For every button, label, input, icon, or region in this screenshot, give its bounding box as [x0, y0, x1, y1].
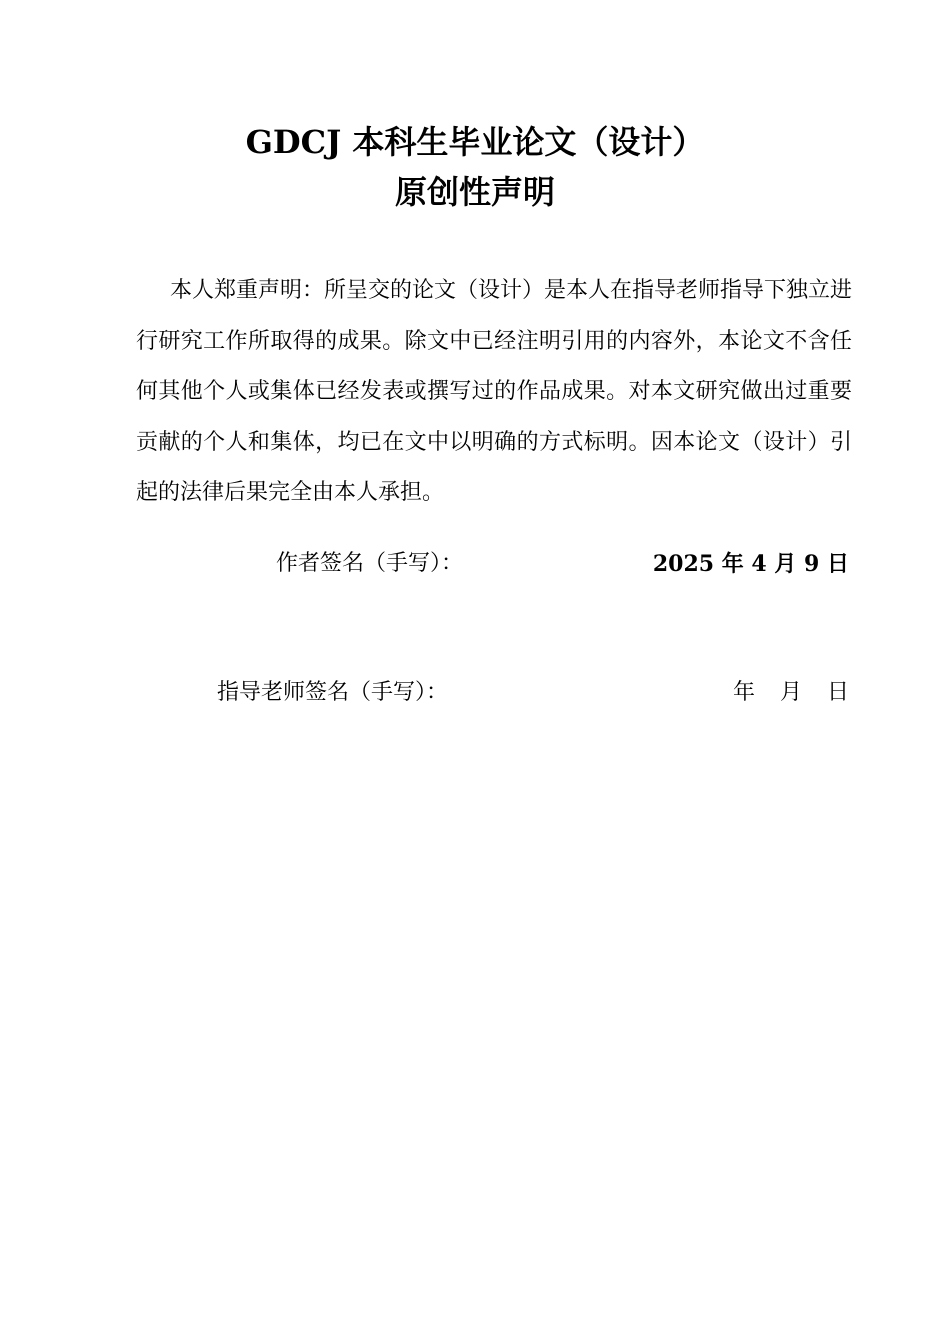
document-subtitle: 原创性声明 — [394, 173, 555, 211]
document-title: GDCJ 本科生毕业论文（设计） — [245, 123, 705, 161]
advisor-signature-label: 指导老师签名（手写）： — [217, 680, 449, 705]
declaration-paragraph: 本人郑重声明：所呈交的论文（设计）是本人在指导老师指导下独立进行研究工作所取得的成果。除文中已经注明引用的内容外，本论文不含任何其他个人或集体已经发表或撰写过的作品成果。对本文研究做出过重要贡献的个人和集体，均已在文中以明确的方式标明。因本论文（设计）引起的法律后果完全由本人承担。 — [136, 278, 853, 505]
author-signature-label: 作者签名（手写）： — [276, 551, 464, 576]
advisor-date-month: 月 — [779, 680, 802, 705]
advisor-date-day: 日 — [826, 680, 849, 705]
advisor-signature-date — [733, 678, 849, 708]
author-signature-date: 2025 年 4 月 9 日 — [652, 551, 849, 577]
advisor-date-year: 年 — [732, 680, 755, 705]
